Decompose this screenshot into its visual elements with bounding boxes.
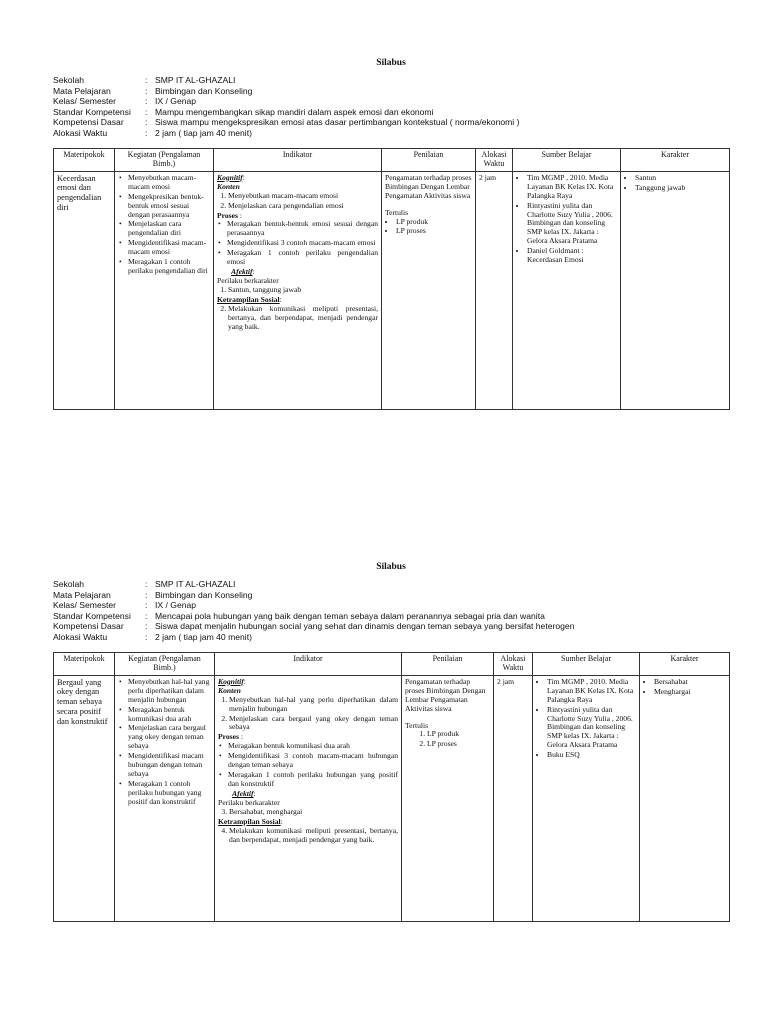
meta-value: 2 jam ( tiap jam 40 menit) xyxy=(155,127,252,138)
label-kognitif: Kognitif xyxy=(218,676,244,686)
meta-value: SMP IT AL-GHAZALI xyxy=(155,579,236,590)
label-perilaku: Perilaku berkarakter xyxy=(217,276,279,286)
karakter-item: • Tanggung jawab xyxy=(635,184,726,193)
meta-row-mapel xyxy=(53,590,729,600)
meta-row-mapel xyxy=(53,86,729,96)
meta-row-kd xyxy=(53,117,729,127)
header-sumber: Sumber Belajar xyxy=(513,149,621,172)
section-title: Silabus xyxy=(376,562,406,572)
sumber-item: • Tim MGMP , 2010. Media Layanan BK Kelas IX. Kota Palangka Raya xyxy=(547,678,636,705)
penilaian-text: Pengamatan terhadap proses Bimbingan Dengan Lembar Pengamatan Aktivitas siswa xyxy=(385,172,472,200)
konten-item: 2. Menjelaskan cara pengendalian emosi xyxy=(228,202,378,211)
kegiatan-item: • Mengidentifikasi macam-macam emosi xyxy=(128,239,210,257)
meta-row-sekolah xyxy=(53,75,729,85)
meta-colon: : xyxy=(145,610,148,621)
header-materipokok: Materipokok xyxy=(54,653,115,676)
proses-item: • Meragakan 1 contoh perilaku pengendalian emosi xyxy=(227,249,378,267)
meta-colon: : xyxy=(145,117,148,128)
meta-key: Kompetensi Dasar xyxy=(53,117,124,128)
header-materipokok: Materipokok xyxy=(54,149,115,172)
karakter-item: • Menghargai xyxy=(654,688,726,697)
penilaian-item: 2. LP proses xyxy=(427,740,490,749)
sumber-item: • Tim MGMP , 2010. Media Layanan BK Kelas IX. Kota Palangka Raya xyxy=(527,174,617,201)
meta-value: IX / Genap xyxy=(155,96,197,107)
meta-value: Bimbingan dan Konseling xyxy=(155,85,253,96)
label-perilaku: Perilaku berkarakter xyxy=(218,798,280,808)
meta-key: Kelas/ Semester xyxy=(53,96,117,107)
meta-colon: : xyxy=(145,127,148,138)
label-proses: Proses xyxy=(217,210,238,220)
meta-block xyxy=(53,579,729,642)
kegiatan-item: • Menyebutkan macam-macam emosi xyxy=(128,174,210,192)
header-sumber: Sumber Belajar xyxy=(533,653,640,676)
proses-item: • Mengidentifikasi 3 contoh macam-macam hubungan dengan teman sebaya xyxy=(228,752,398,770)
meta-key: Mata Pelajaran xyxy=(53,589,111,600)
penilaian-text: Pengamatan terhadap proses Bimbingan Dengan Lembar Pengamatan Aktivitas siswa xyxy=(405,676,486,713)
silabus-section-1 xyxy=(53,58,729,410)
proses-item: • Meragakan bentuk-bentuk emosi sesuai dengan perasaannya xyxy=(227,220,378,238)
table-header-row xyxy=(54,653,730,676)
meta-key: Alokasi Waktu xyxy=(53,631,108,642)
penilaian-item: • LP produk xyxy=(396,218,472,227)
penilaian-tertulis: Tertulis xyxy=(385,207,409,217)
sumber-item: • Buku ESQ xyxy=(547,751,636,760)
meta-value: SMP IT AL-GHAZALI xyxy=(155,75,236,86)
materi-cell: Kecerdasan emosi dan pengendalian diri xyxy=(54,171,115,409)
meta-value: Mencapai pola hubungan yang baik dengan teman sebaya dalam peranannya sebagai pria dan wanita xyxy=(155,610,545,621)
header-karakter: Karakter xyxy=(640,653,730,676)
karakter-item: • Bersahabat xyxy=(654,678,726,687)
meta-row-alokasi xyxy=(53,128,729,138)
kegiatan-item: • Mengekpresikan bentuk-bentuk emosi sesuai dengan perasaannya xyxy=(128,193,210,220)
meta-row-kelas xyxy=(53,600,729,610)
meta-colon: : xyxy=(145,96,148,107)
label-ketrampilan: Ketrampilan Sosial xyxy=(217,295,280,305)
penilaian-cell xyxy=(402,675,494,921)
karakter-cell xyxy=(640,675,730,921)
meta-value: IX / Genap xyxy=(155,600,197,611)
meta-colon: : xyxy=(145,85,148,96)
proses-item: • Mengidentifikasi 3 contoh macam-macam emosi xyxy=(227,239,378,248)
label-ketrampilan: Ketrampilan Sosial xyxy=(218,817,281,826)
meta-row-sk xyxy=(53,611,729,621)
alokasi-cell: 2 jam xyxy=(476,171,513,409)
header-penilaian: Penilaian xyxy=(402,653,494,676)
silabus-table xyxy=(53,652,730,922)
meta-value: Bimbingan dan Konseling xyxy=(155,589,253,600)
meta-value: Mampu mengembangkan sikap mandiri dalam aspek emosi dan ekonomi xyxy=(155,106,434,117)
konten-item: 2. Menjelaskan cara bergaul yang okey dengan teman sebaya xyxy=(229,715,398,733)
meta-row-kd xyxy=(53,621,729,631)
sumber-cell xyxy=(513,171,621,409)
label-afektif: Afektif xyxy=(231,267,253,277)
meta-row-sk xyxy=(53,107,729,117)
header-penilaian: Penilaian xyxy=(382,149,476,172)
label-konten: Konten xyxy=(217,181,240,191)
meta-row-alokasi xyxy=(53,632,729,642)
kegiatan-item: • Menjelaskan cara bergaul yang okey dengan teman sebaya xyxy=(128,724,211,751)
penilaian-item: 1. LP produk xyxy=(427,730,490,739)
sumber-item: • Daniel Goldmant : Kecerdasan Emosi xyxy=(527,247,617,265)
meta-key: Kompetensi Dasar xyxy=(53,621,124,632)
label-proses: Proses xyxy=(218,732,239,742)
sumber-item: • Rintyastini yulita dan Charlotte Suzy Yulia , 2006. Bimbingan dan konseling SMP kelas IX. Jakarta : Gelora Aksara Pratama xyxy=(527,202,617,247)
meta-key: Mata Pelajaran xyxy=(53,85,111,96)
header-kegiatan: Kegiatan (Pengalaman Bimb.) xyxy=(115,653,215,676)
header-karakter: Karakter xyxy=(621,149,730,172)
konten-item: 1. Menyebutkan hal-hal yang perlu diperhatikan dalam menjalin hubungan xyxy=(229,696,398,714)
penilaian-cell xyxy=(382,171,476,409)
ketrampilan-item: 2. Melakukan komunikasi meliputi presentasi, bertanya, dan berpendapat, menjadi pendengar yang baik. xyxy=(228,305,378,332)
meta-key: Standar Kompetensi xyxy=(53,106,131,117)
sumber-item: • Rintyastini yulita dan Charlotte Suzy Yulia , 2006. Bimbingan dan konseling SMP kelas IX. Jakarta : Gelora Aksara Pratama xyxy=(547,706,636,751)
proses-item: • Meragakan 1 contoh perilaku hubungan yang positif dan konstruktif xyxy=(228,771,398,789)
meta-key: Kelas/ Semester xyxy=(53,600,117,611)
meta-row-kelas xyxy=(53,96,729,106)
header-indikator: Indikator xyxy=(214,149,382,172)
kegiatan-item: • Menjelaskan cara pengendalian diri xyxy=(128,220,210,238)
header-alokasi: Alokasi Waktu xyxy=(494,653,533,676)
kegiatan-cell xyxy=(115,675,215,921)
kegiatan-item: • Meragakan bentuk komunikasi dua arah xyxy=(128,706,211,724)
section-title: Silabus xyxy=(376,58,406,68)
meta-value: Siswa dapat menjalin hubungan social yang sehat dan dinamis dengan teman sebaya yang bersifat heterogen xyxy=(155,621,575,632)
meta-colon: : xyxy=(145,579,148,590)
meta-block xyxy=(53,75,729,138)
meta-key: Sekolah xyxy=(53,579,85,590)
meta-colon: : xyxy=(145,106,148,117)
sumber-cell xyxy=(533,675,640,921)
label-afektif: Afektif xyxy=(232,789,254,799)
perilaku-item: 1. Santun, tanggung jawab xyxy=(228,286,378,295)
indikator-cell: Kognitif: Konten 1. Menyebutkan hal-hal yang perlu diperhatikan dalam menjalin hubungan 2. Menjelaskan cara bergaul yang okey dengan teman sebaya Proses : • Meragakan bentuk komunikasi dua arah • Mengidentifikasi 3 contoh macam-macam hubungan dengan teman sebaya • Meragakan 1 contoh perilaku hubungan yang positif dan konstruktif Afektif: Perilaku berkarakter 3. Bersahabat, menghargai Ketrampilan Sosial: 4. Melakukan komunikasi meliputi presentasi, bertanya, dan berpendapat, menjadi pendengar yang baik. xyxy=(215,675,402,921)
meta-colon: : xyxy=(145,621,148,632)
materi-cell: Bergaul yang okey dengan teman sebaya secara positif dan konstruktif xyxy=(54,675,115,921)
meta-value: Siswa mampu mengekspresikan emosi atas dasar pertimbangan kontekstual ( norma/ekonomi ) xyxy=(155,117,520,128)
meta-row-sekolah xyxy=(53,579,729,589)
silabus-section-2 xyxy=(53,562,729,922)
proses-item: • Meragakan bentuk komunikasi dua arah xyxy=(228,742,398,751)
table-row xyxy=(54,675,730,921)
perilaku-item: 3. Bersahabat, menghargai xyxy=(229,808,398,817)
meta-colon: : xyxy=(145,75,148,86)
kegiatan-item: • Meragakan 1 contoh perilaku hubungan yang positif dan konstruktif xyxy=(128,780,211,807)
meta-colon: : xyxy=(145,600,148,611)
header-indikator: Indikator xyxy=(215,653,402,676)
kegiatan-cell xyxy=(115,171,214,409)
kegiatan-item: • Menyebutkan hal-hal yang perlu diperhatikan dalam menjalin hubungan xyxy=(128,678,211,705)
karakter-item: • Santun xyxy=(635,174,726,183)
header-kegiatan: Kegiatan (Pengalaman Bimb.) xyxy=(115,149,214,172)
konten-item: 1. Menyebutkan macam-macam emosi xyxy=(228,192,378,201)
meta-key: Alokasi Waktu xyxy=(53,127,108,138)
ketrampilan-item: 4. Melakukan komunikasi meliputi presentasi, bertanya, dan berpendapat, menjadi pendengar yang baik. xyxy=(229,827,398,845)
silabus-table xyxy=(53,148,730,410)
meta-colon: : xyxy=(145,589,148,600)
kegiatan-item: • Meragakan 1 contoh perilaku pengendalian diri xyxy=(128,258,210,276)
table-row xyxy=(54,171,730,409)
penilaian-tertulis: Tertulis xyxy=(405,720,429,730)
meta-value: 2 jam ( tiap jam 40 menit) xyxy=(155,631,252,642)
alokasi-cell: 2 jam xyxy=(494,675,533,921)
kegiatan-item: • Mengidentifikasi macam hubungan dengan teman sebaya xyxy=(128,752,211,779)
table-header-row xyxy=(54,149,730,172)
indikator-cell: Kognitif: Konten 1. Menyebutkan macam-macam emosi 2. Menjelaskan cara pengendalian emosi Proses : • Meragakan bentuk-bentuk emosi sesuai dengan perasaannya • Mengidentifikasi 3 contoh macam-macam emosi • Meragakan 1 contoh perilaku pengendalian emosi Afektif: Perilaku berkarakter 1. Santun, tanggung jawab Ketrampilan Sosial: 2. Melakukan komunikasi meliputi presentasi, bertanya, dan berpendapat, menjadi pendengar yang baik. xyxy=(214,171,382,409)
label-kognitif: Kognitif xyxy=(217,172,243,182)
karakter-cell xyxy=(621,171,730,409)
penilaian-item: • LP proses xyxy=(396,227,472,236)
label-konten: Konten xyxy=(218,685,241,695)
meta-key: Standar Kompetensi xyxy=(53,610,131,621)
header-alokasi: Alokasi Waktu xyxy=(476,149,513,172)
meta-key: Sekolah xyxy=(53,75,85,86)
meta-colon: : xyxy=(145,631,148,642)
